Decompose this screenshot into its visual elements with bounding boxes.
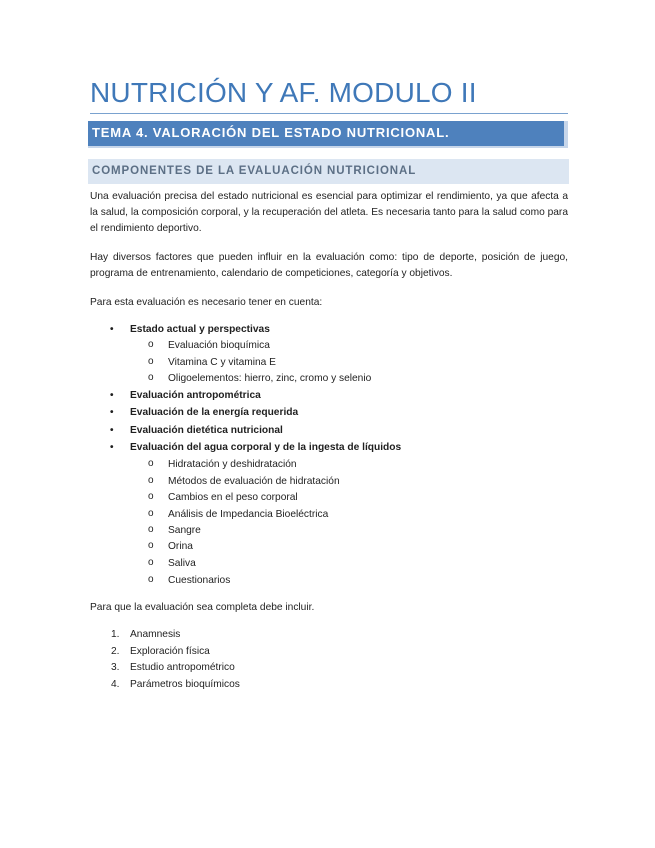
list-item	[110, 388, 261, 404]
list-item-label: Evaluación de la energía requerida	[130, 407, 299, 418]
title-underline	[90, 113, 568, 114]
heading-2-bar	[88, 159, 569, 184]
sub-bullet-glyph: o	[148, 557, 154, 568]
sub-list-item-label: Análisis de Impedancia Bioeléctrica	[168, 509, 329, 520]
sub-list-item	[148, 573, 231, 589]
paragraph-consider: Para esta evaluación es necesario tener en cuenta:	[90, 297, 323, 308]
list-item	[110, 405, 299, 421]
sub-list-item	[148, 355, 276, 371]
list-number: 3.	[111, 662, 120, 673]
numbered-list-label: Estudio antropométrico	[130, 662, 235, 673]
bullet-glyph: •	[110, 324, 114, 335]
sub-bullet-glyph: o	[148, 540, 154, 551]
list-number: 4.	[111, 679, 120, 690]
heading-2: COMPONENTES DE LA EVALUACIÓN NUTRICIONAL	[92, 165, 417, 177]
sub-list-item	[148, 539, 193, 555]
sub-bullet-glyph: o	[148, 491, 154, 502]
heading-1-bar	[88, 121, 568, 148]
sub-bullet-glyph: o	[148, 339, 154, 350]
sub-list-item-label: Saliva	[168, 558, 196, 569]
sub-list-item-label: Evaluación bioquímica	[168, 340, 270, 351]
sub-bullet-glyph: o	[148, 524, 154, 535]
sub-list-item-label: Vitamina C y vitamina E	[168, 357, 276, 368]
paragraph-complete: Para que la evaluación sea completa debe incluir.	[90, 602, 315, 613]
list-item-label: Evaluación del agua corporal y de la ingesta de líquidos	[130, 442, 402, 453]
list-item-label: Evaluación dietética nutricional	[130, 425, 283, 436]
list-item-label: Evaluación antropométrica	[130, 390, 261, 401]
sub-list-item-label: Cambios en el peso corporal	[168, 492, 298, 503]
sub-list-item-label: Cuestionarios	[168, 575, 231, 586]
sub-list-item	[148, 556, 196, 572]
numbered-list-label: Anamnesis	[130, 629, 181, 640]
sub-list-item-label: Oligoelementos: hierro, zinc, cromo y selenio	[168, 373, 372, 384]
list-item-label: Estado actual y perspectivas	[130, 324, 270, 335]
bullet-glyph: •	[110, 407, 114, 418]
list-item	[110, 322, 270, 338]
numbered-list-label: Exploración física	[130, 646, 210, 657]
numbered-list-item	[111, 644, 210, 660]
numbered-list-item	[111, 660, 235, 676]
sub-list-item-label: Sangre	[168, 525, 201, 536]
bullet-glyph: •	[110, 442, 114, 453]
sub-list-item	[148, 457, 297, 473]
sub-bullet-glyph: o	[148, 475, 154, 486]
bullet-glyph: •	[110, 425, 114, 436]
paragraph-factors: Hay diversos factores que pueden influir en la evaluación como: tipo de deporte, posición de juego, programa de entrenamiento, calendario de competiciones, categoría y objetivos.	[90, 252, 568, 279]
sub-list-item	[148, 371, 372, 387]
sub-list-item-label: Hidratación y deshidratación	[168, 459, 297, 470]
sub-bullet-glyph: o	[148, 574, 154, 585]
list-number: 2.	[111, 646, 120, 657]
sub-bullet-glyph: o	[148, 508, 154, 519]
sub-list-item	[148, 474, 340, 490]
sub-bullet-glyph: o	[148, 372, 154, 383]
sub-bullet-glyph: o	[148, 458, 154, 469]
list-item	[110, 440, 402, 456]
bullet-glyph: •	[110, 390, 114, 401]
paragraph-intro: Una evaluación precisa del estado nutricional es esencial para optimizar el rendimiento, ya que afecta a la salud, la composición corporal, y la recuperación del atleta. Es necesaria tanto para la salud como para el rendimiento deportivo.	[90, 191, 568, 234]
sub-list-item-label: Métodos de evaluación de hidratación	[168, 476, 340, 487]
sub-list-item-label: Orina	[168, 541, 193, 552]
numbered-list-item	[111, 677, 240, 693]
document-title: NUTRICIÓN Y AF. MODULO II	[90, 77, 477, 108]
sub-list-item	[148, 338, 270, 354]
heading-1: TEMA 4. VALORACIÓN DEL ESTADO NUTRICIONAL.	[92, 125, 450, 140]
list-number: 1.	[111, 629, 120, 640]
sub-list-item	[148, 523, 201, 539]
sub-list-item	[148, 490, 298, 506]
numbered-list-label: Parámetros bioquímicos	[130, 679, 240, 690]
sub-list-item	[148, 507, 329, 523]
sub-bullet-glyph: o	[148, 356, 154, 367]
numbered-list-item	[111, 627, 181, 643]
list-item	[110, 423, 283, 439]
